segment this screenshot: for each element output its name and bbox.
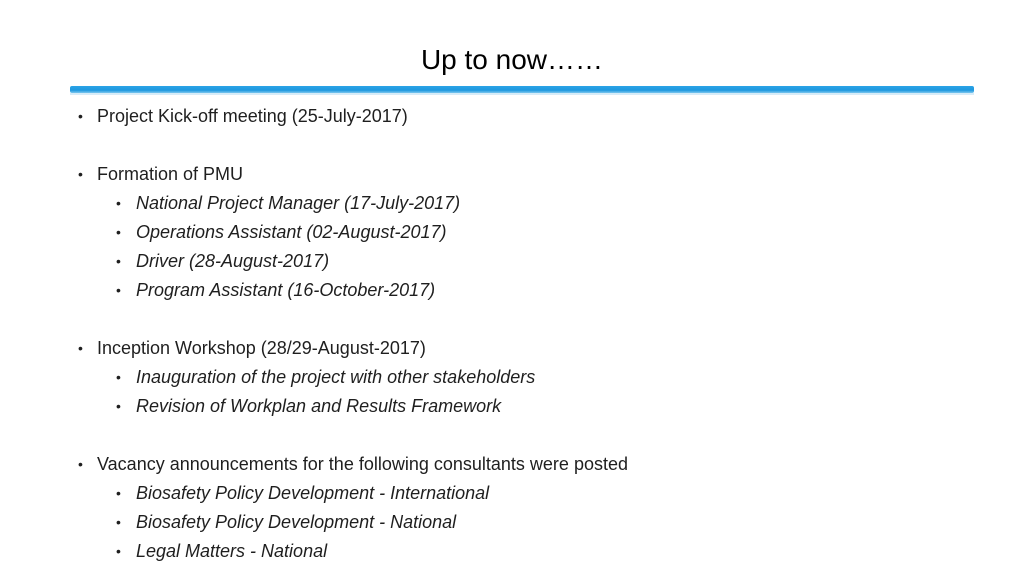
sub-bullet-item	[78, 247, 958, 276]
bullet-text: Inception Workshop (28/29-August-2017)	[97, 338, 426, 358]
bullet-icon: •	[116, 398, 121, 414]
bullet-item	[78, 450, 958, 479]
bullet-text: Project Kick-off meeting (25-July-2017)	[97, 106, 408, 126]
bullet-icon: •	[116, 369, 121, 385]
bullet-icon: •	[116, 253, 121, 269]
sub-bullet-item	[78, 218, 958, 247]
sub-bullet-item	[78, 189, 958, 218]
title-divider	[70, 86, 974, 93]
bullet-item	[78, 160, 958, 189]
spacer	[78, 131, 958, 160]
sub-bullet-text: Driver (28-August-2017)	[136, 251, 330, 271]
bullet-icon: •	[78, 166, 83, 182]
sub-bullet-text: Revision of Workplan and Results Framework	[136, 396, 502, 416]
bullet-icon: •	[116, 514, 121, 530]
bullet-icon: •	[116, 224, 121, 240]
sub-bullet-item	[78, 479, 958, 508]
title-divider-shadow	[70, 93, 974, 95]
sub-bullet-text: Operations Assistant (02-August-2017)	[136, 222, 447, 242]
sub-bullet-item	[78, 363, 958, 392]
bullet-text: Formation of PMU	[97, 164, 244, 184]
bullet-list	[78, 102, 958, 566]
spacer	[78, 421, 958, 450]
bullet-item	[78, 334, 958, 363]
bullet-text: Vacancy announcements for the following consultants were posted	[97, 454, 628, 474]
bullet-icon: •	[116, 282, 121, 298]
bullet-icon: •	[116, 485, 121, 501]
slide-title: Up to now……	[420, 44, 604, 75]
bullet-icon: •	[78, 456, 83, 472]
sub-bullet-text: Inauguration of the project with other stakeholders	[136, 367, 536, 387]
sub-bullet-item	[78, 508, 958, 537]
sub-bullet-text: Legal Matters - National	[136, 541, 328, 561]
bullet-icon: •	[116, 195, 121, 211]
bullet-icon: •	[78, 108, 83, 124]
bullet-icon: •	[78, 340, 83, 356]
sub-bullet-text: Program Assistant (16-October-2017)	[136, 280, 436, 300]
sub-bullet-text: Biosafety Policy Development - National	[136, 512, 457, 532]
sub-bullet-item	[78, 392, 958, 421]
sub-bullet-text: Biosafety Policy Development - International	[136, 483, 490, 503]
bullet-icon: •	[116, 543, 121, 559]
sub-bullet-text: National Project Manager (17-July-2017)	[136, 193, 461, 213]
spacer	[78, 305, 958, 334]
sub-bullet-item	[78, 276, 958, 305]
bullet-item	[78, 102, 958, 131]
sub-bullet-item	[78, 537, 958, 566]
